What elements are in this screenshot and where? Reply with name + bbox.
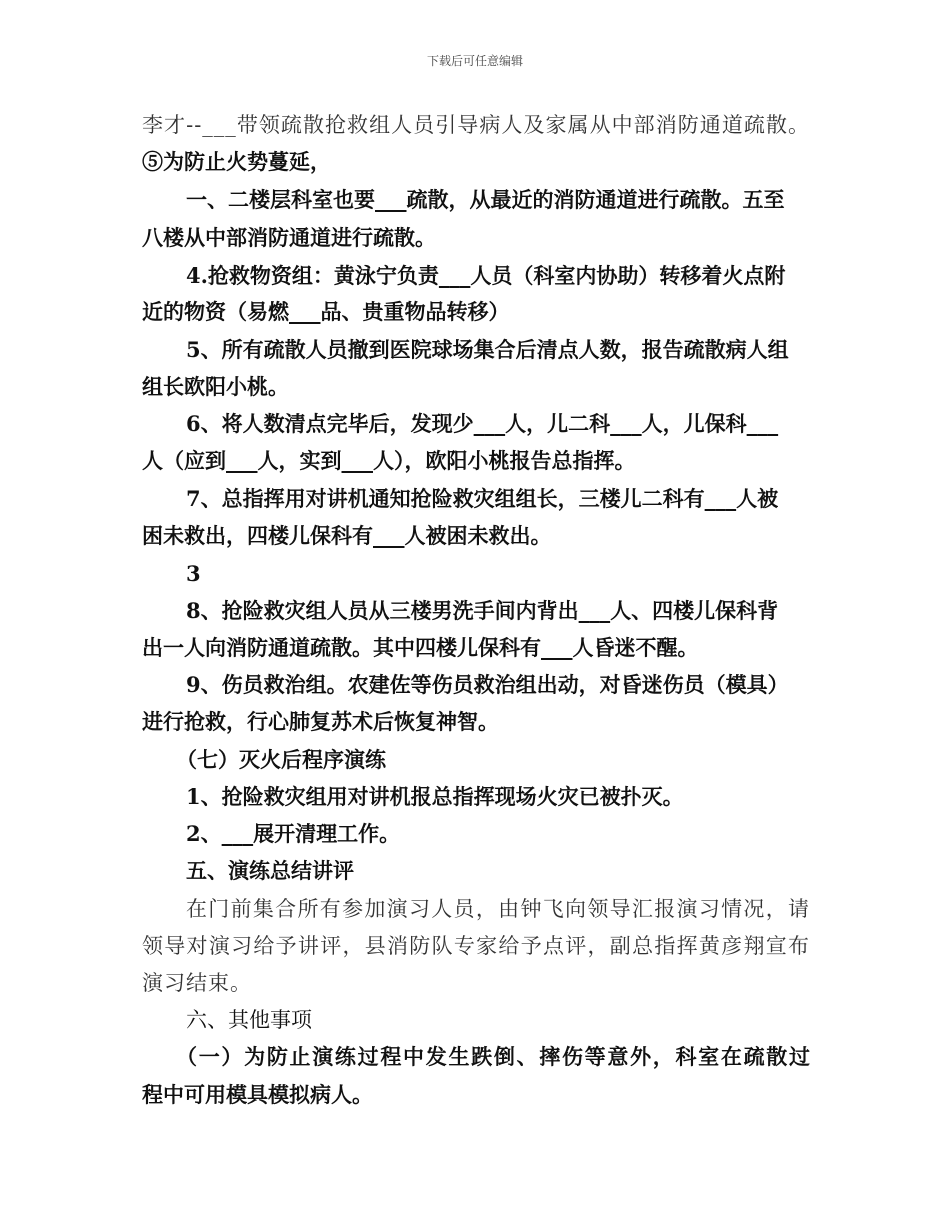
text-line: 8、抢险救灾组人员从三楼男洗手间内背出___人、四楼儿保科背 — [186, 598, 779, 623]
text-line: （一）为防止演练过程中发生跌倒、摔伤等意外，科室在疏散过 — [176, 1044, 810, 1069]
section-heading: 六、其他事项 — [186, 1008, 312, 1032]
text-line: 领导对演习给予讲评，县消防队专家给予点评，副总指挥黄彦翔宣布 — [142, 934, 810, 958]
text-line: 在门前集合所有参加演习人员，由钟飞向领导汇报演习情况，请 — [186, 897, 810, 921]
text-line: 演习结束。 — [142, 971, 252, 995]
page-number: 3 — [186, 561, 201, 586]
section-heading: （七）灭火后程序演练 — [176, 747, 386, 772]
text-line: 一、二楼层科室也要___疏散，从最近的消防通道进行疏散。五至 — [186, 187, 785, 212]
section-heading: 五、演练总结讲评 — [186, 858, 354, 883]
text-line: 困未救出，四楼儿保科有___人被困未救出。 — [142, 523, 552, 548]
text-line: 6、将人数清点完毕后，发现少___人，儿二科___人，儿保科___ — [186, 411, 779, 436]
text-line: 程中可用模具模拟病人。 — [142, 1082, 373, 1107]
text-line: 5、所有疏散人员撤到医院球场集合后清点人数，报告疏散病人组 — [186, 337, 789, 362]
text-line: ⑤为防止火势蔓延， — [142, 149, 331, 174]
text-line: 近的物资（易燃___品、贵重物品转移） — [142, 299, 510, 324]
text-line: 组长欧阳小桃。 — [142, 374, 289, 399]
text-line: 7、总指挥用对讲机通知抢险救灾组组长，三楼儿二科有___人被 — [186, 486, 779, 511]
text-line: 八楼从中部消防通道进行疏散。 — [142, 225, 436, 250]
text-line: 2、___展开清理工作。 — [186, 821, 401, 846]
header-note: 下载后可任意编辑 — [426, 54, 523, 68]
text-line: 李才--___带领疏散抢救组人员引导病人及家属从中部消防通道疏散。 — [142, 113, 810, 137]
text-line: 人（应到___人，实到___人），欧阳小桃报告总指挥。 — [142, 448, 636, 473]
text-line: 1、抢险救灾组用对讲机报总指挥现场火灾已被扑灭。 — [186, 784, 684, 809]
text-line: 9、伤员救治组。农建佐等伤员救治组出动，对昏迷伤员（模具） — [186, 672, 789, 697]
text-line: 进行抢救，行心肺复苏术后恢复神智。 — [142, 709, 499, 734]
text-line: 4.抢救物资组：黄泳宁负责___人员（科室内协助）转移着火点附 — [186, 263, 786, 288]
text-line: 出一人向消防通道疏散。其中四楼儿保科有___人昏迷不醒。 — [142, 635, 699, 660]
